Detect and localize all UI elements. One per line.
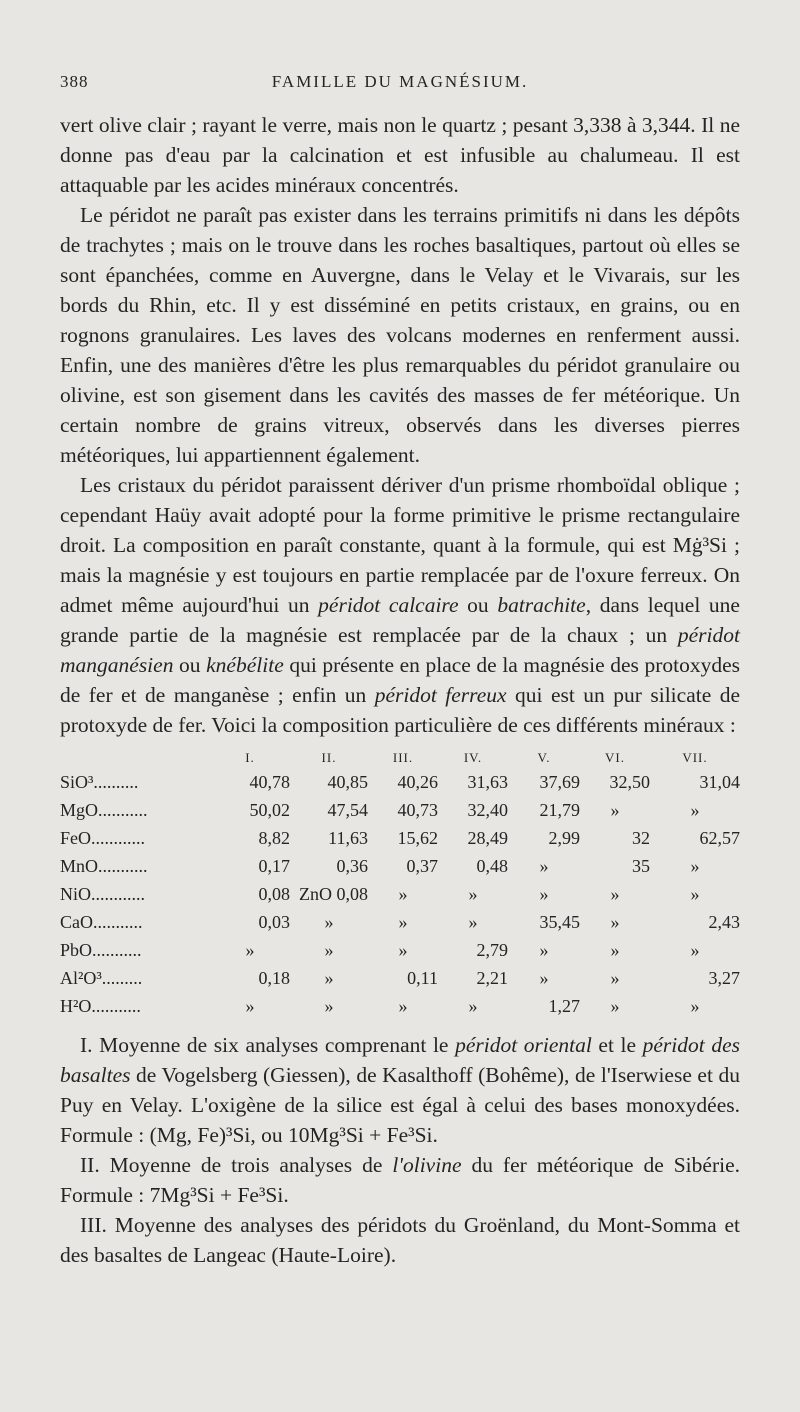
paragraph-3-text: qui est un pur silicate de protoxyde de fer. Voici la composition particulière de ces différents minéraux : <box>60 683 740 737</box>
table-body <box>60 768 740 1020</box>
row-label: NiO............ <box>60 883 145 904</box>
table-cell: 50,02 <box>249 799 290 820</box>
table-corner <box>60 746 210 768</box>
note-1 <box>60 1030 740 1150</box>
column-header: II. <box>321 750 337 765</box>
table-row <box>60 992 740 1020</box>
table-cell: » <box>690 939 700 960</box>
table-cell: 32 <box>632 827 650 848</box>
table-cell: ZnO 0,08 <box>299 883 368 904</box>
table-row <box>60 908 740 936</box>
table-cell: 0,48 <box>476 855 508 876</box>
note-text: et le <box>591 1033 643 1057</box>
table-cell: 8,82 <box>258 827 290 848</box>
mineral-name: batrachite <box>497 593 586 617</box>
table-cell: 2,99 <box>548 827 580 848</box>
column-header: IV. <box>463 750 483 765</box>
paragraph-3-text: , dans lequel une grande partie de la magnésie est remplacée par de la chaux ; un <box>60 593 740 647</box>
table-cell: 2,79 <box>476 939 508 960</box>
table-cell: 35 <box>632 855 650 876</box>
table-cell: » <box>690 883 700 904</box>
table-cell: 0,11 <box>407 967 438 988</box>
table-cell: » <box>539 883 549 904</box>
table-cell: 40,85 <box>327 771 368 792</box>
table-cell: » <box>690 855 700 876</box>
column-header: V. <box>537 750 551 765</box>
table-header-row <box>60 746 740 768</box>
table-cell: 0,08 <box>258 883 290 904</box>
table-cell: 31,63 <box>467 771 508 792</box>
note-text: II. Moyenne de trois analyses de <box>80 1153 393 1177</box>
table-row <box>60 964 740 992</box>
mineral-name: péridot manganésien <box>60 623 740 677</box>
row-label: PbO........... <box>60 939 142 960</box>
paragraph-2: Le péridot ne paraît pas exister dans les terrains primitifs ni dans les dépôts de trachytes ; mais on le trouve dans les roches basaltiques, partout où elles se sont épanchées, comme en Auvergne, dans le Velay et le Vivarais, sur les bords du Rhin, etc. Il y est disséminé en petits cristaux, en grains, ou en rognons granulaires. Les laves des volcans modernes en renferment aussi. Enfin, une des manières d'être les plus remarquables du péridot granulaire ou olivine, est son gisement dans les cavités des masses de fer météorique. Un certain nombre de grains vitreux, observés dans les diverses pierres météoriques, lui appartiennent également. <box>60 203 740 467</box>
table-cell: » <box>398 939 408 960</box>
table-cell: 32,40 <box>467 799 508 820</box>
table-cell: 0,03 <box>258 911 290 932</box>
row-label: Al²O³......... <box>60 967 143 988</box>
table-cell: » <box>245 995 255 1016</box>
row-label: MnO........... <box>60 855 148 876</box>
table-cell: » <box>398 995 408 1016</box>
table-cell: 0,17 <box>258 855 290 876</box>
table-cell: » <box>245 939 255 960</box>
table-cell: 0,37 <box>406 855 438 876</box>
running-title: FAMILLE DU MAGNÉSIUM. <box>271 72 529 91</box>
paragraph-3-text: Les cristaux du péridot paraissent dériver d'un prisme rhomboïdal oblique ; cependant Haüy avait adopté pour la forme primitive le prisme rectangulaire droit. La composition en paraît constante, quant à la formule, qui est M <box>60 473 740 557</box>
table-cell: 15,62 <box>397 827 438 848</box>
table-cell: 21,79 <box>539 799 580 820</box>
table-cell: » <box>324 911 334 932</box>
table-cell: 40,73 <box>397 799 438 820</box>
row-label: CaO........... <box>60 911 143 932</box>
table-cell: 40,78 <box>249 771 290 792</box>
table-row <box>60 852 740 880</box>
note-text: du fer météorique de Sibérie. Formule : 7Mg³Si + Fe³Si. <box>60 1153 741 1207</box>
table-cell: » <box>539 855 549 876</box>
row-label: MgO........... <box>60 799 148 820</box>
table-cell: 32,50 <box>609 771 650 792</box>
table-cell: » <box>539 967 549 988</box>
table-cell: » <box>610 883 620 904</box>
paragraph-3-text: ou <box>173 653 207 677</box>
formula-dot: ġ <box>691 533 703 557</box>
table-row <box>60 768 740 796</box>
column-header: VII. <box>682 750 708 765</box>
table-cell: 0,18 <box>258 967 290 988</box>
table-cell: » <box>324 939 334 960</box>
table-cell: » <box>468 883 478 904</box>
table-cell: » <box>398 911 408 932</box>
table-row <box>60 796 740 824</box>
table-row <box>60 880 740 908</box>
table-cell: 3,27 <box>708 967 740 988</box>
column-header: III. <box>392 750 414 765</box>
table-cell: » <box>324 967 334 988</box>
row-label: SiO³.......... <box>60 771 139 792</box>
mineral-name: péridot oriental <box>455 1033 592 1057</box>
mineral-name: knébélite <box>206 653 284 677</box>
row-label: FeO............ <box>60 827 145 848</box>
paragraph-3-text: qui présente en place de la magnésie des protoxydes de fer et de manganèse ; enfin un <box>60 653 741 707</box>
table-cell: 28,49 <box>467 827 508 848</box>
composition-table <box>60 746 740 1020</box>
notes <box>60 1030 740 1270</box>
paragraph-3-text: ³Si ; mais la magnésie y est toujours en partie remplacée par de l'oxure ferreux. On admet même aujourd'hui un <box>60 533 740 617</box>
table-cell: 62,57 <box>699 827 740 848</box>
column-header: VI. <box>605 750 625 765</box>
table-cell: » <box>610 995 620 1016</box>
table-cell: 47,54 <box>327 799 368 820</box>
table-cell: 0,36 <box>336 855 368 876</box>
paragraph-3 <box>60 470 740 740</box>
column-header: I. <box>245 750 255 765</box>
page-header <box>60 72 740 96</box>
table-cell: » <box>610 799 620 820</box>
mineral-name: péridot calcaire <box>318 593 459 617</box>
mineral-name: péridot des basaltes <box>60 1033 740 1087</box>
table-cell: 37,69 <box>539 771 580 792</box>
table-cell: » <box>690 799 700 820</box>
note-3: III. Moyenne des analyses des péridots du Groënland, du Mont-Somma et des basaltes de Langeac (Haute-Loire). <box>60 1213 740 1267</box>
table-cell: » <box>539 939 549 960</box>
paragraph-1: vert olive clair ; rayant le verre, mais non le quartz ; pesant 3,338 à 3,344. Il ne donne pas d'eau par la calcination et est infusible au chalumeau. Il est attaquable par les acides minéraux concentrés. <box>60 113 740 197</box>
mineral-name: l'olivine <box>392 1153 462 1177</box>
table-cell: 2,43 <box>708 911 740 932</box>
mineral-name: péridot ferreux <box>374 683 507 707</box>
table-row <box>60 936 740 964</box>
note-text: de Vogelsberg (Giessen), de Kasalthoff (Bohême), de l'Iserwiese et du Puy en Velay. L'oxigène de la silice est égal à celui des bases monoxydées. Formule : (Mg, Fe)³Si, ou 10Mg³Si + Fe³Si. <box>60 1063 740 1147</box>
table-cell: 1,27 <box>548 995 580 1016</box>
page-number: 388 <box>60 72 89 91</box>
table-cell: » <box>324 995 334 1016</box>
table-cell: 31,04 <box>699 771 740 792</box>
table-cell: » <box>398 883 408 904</box>
table-cell: » <box>468 995 478 1016</box>
table-cell: » <box>690 995 700 1016</box>
table-row <box>60 824 740 852</box>
page-body <box>60 110 740 1270</box>
table-cell: 2,21 <box>476 967 508 988</box>
table-cell: » <box>468 911 478 932</box>
note-2 <box>60 1150 740 1210</box>
table-cell: 40,26 <box>397 771 438 792</box>
table-cell: 11,63 <box>328 827 368 848</box>
paragraph-3-text: ou <box>458 593 498 617</box>
table-cell: » <box>610 911 620 932</box>
note-text: I. Moyenne de six analyses comprenant le <box>80 1033 456 1057</box>
table-cell: » <box>610 967 620 988</box>
table-cell: 35,45 <box>539 911 580 932</box>
table-cell: » <box>610 939 620 960</box>
row-label: H²O........... <box>60 995 141 1016</box>
